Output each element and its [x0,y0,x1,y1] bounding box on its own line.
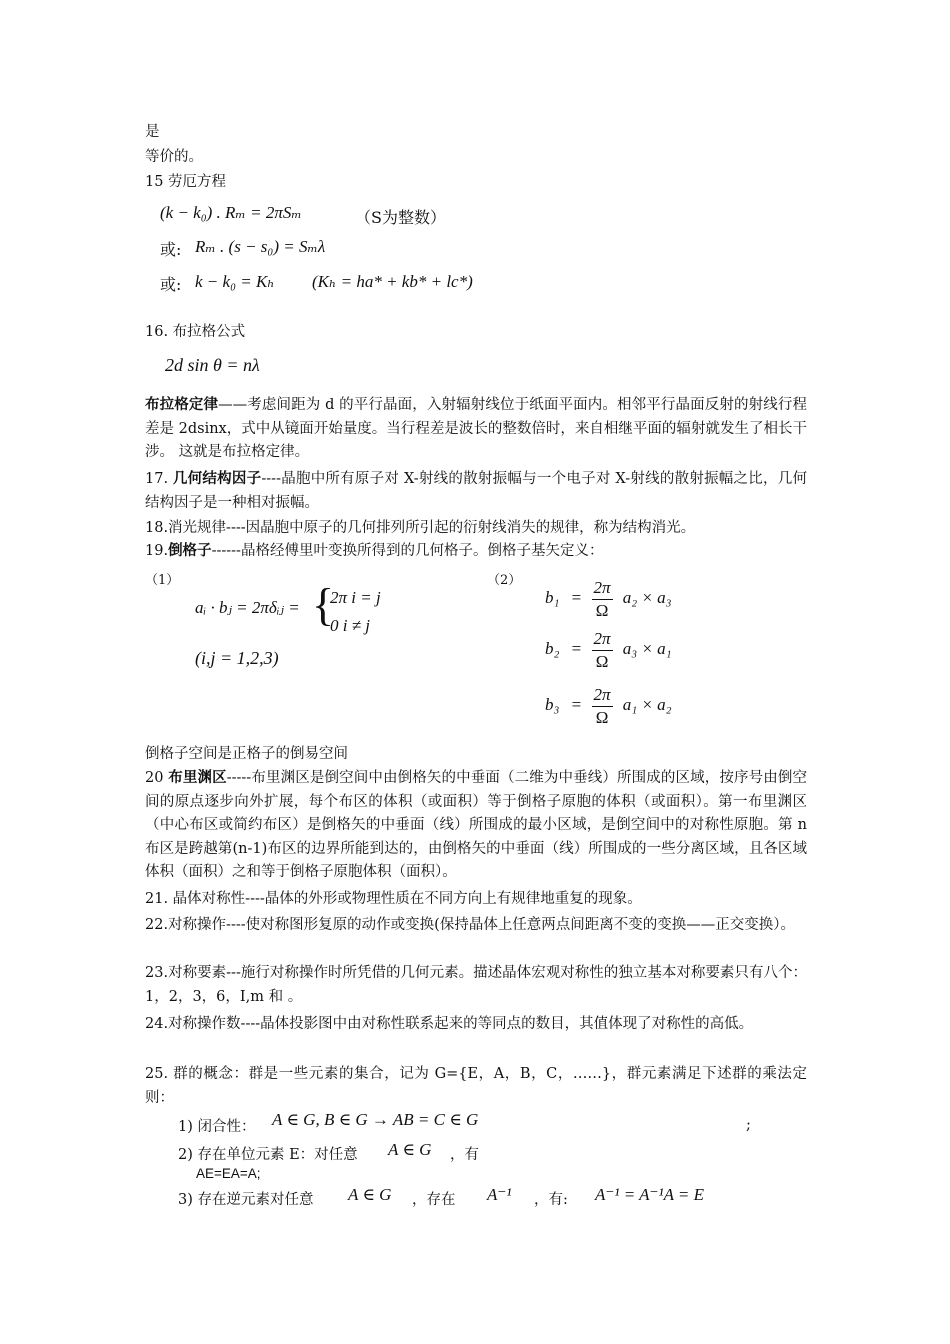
fraction-b1 [592,578,613,621]
text-structure-factor-body: ----晶胞中所有原子对 X-射线的散射振幅与一个电子对 X-射线的散射振幅之比，几何结构因子是一种相对振幅。 [145,471,808,511]
equals-b1: = [571,588,582,607]
number-19: 19. [145,543,169,559]
group-rule-identity-line2: AE=EA=A; [196,1166,261,1181]
paragraph-crystal-symmetry: 21. 晶体对称性----晶体的外形或物理性质在不同方向上有规律地重复的现象。 [145,891,642,907]
basis-b3: b₃ [545,695,560,714]
paragraph-symmetry-operation-count: 24.对称操作数----晶体投影图中由对称性联系起来的等同点的数目，其值体现了对称性的高低。 [145,1016,754,1032]
fraction-b1-denominator: Ω [595,600,609,620]
paragraph-brillouin-zone [145,766,807,885]
laue-equation-2-prefix: 或: [160,240,182,259]
rhs-b3: a₁ × a₂ [622,695,672,714]
laue-equation-1-note: （S为整数） [355,208,446,227]
text-bragg-law-body: ——考虑间距为 d 的平行晶面，入射辐射线位于纸面平面内。相邻平行晶面反射的射线行程差是 2dsinx，式中从镜面开始量度。当行程差是波长的整数倍时，来自相继平面的辐射就发生了相长干涉。 这就是布拉格定律。 [145,397,807,461]
basis-b1: b₁ [545,588,560,607]
bragg-formula: 2d sin θ = nλ [165,355,260,375]
reciprocal-definition-1: aᵢ · bⱼ = 2πδᵢⱼ = [195,598,300,617]
laue-equation-1-expr: (k − k₀) . Rₘ = 2πSₘ [160,203,302,222]
equals-b3: = [571,695,582,714]
case-i-equals-j: 2π i = j [330,588,381,607]
term-bragg-law: 布拉格定律 [145,396,219,413]
text-brillouin-zone-body: -----布里渊区是倒空间中由倒格矢的中垂面（二维为中垂线）所围成的区域，按序号由倒空间的原点逐步向外扩展，每个布区的体积（或面积）等于倒格子原胞的体积（或面积）。第一布里渊区（中心布区或简约布区）是倒格矢的中垂面（线）所围成的最小区域，是倒空间中的对称性原胞。第 n 布区是跨越第(n-1)布区的边界所能到达的，由倒格矢的中垂面（线）所围成的一些分离区域，且各区域体积（面积）之和等于倒格子原胞体积（面积）。 [145,770,808,881]
paragraph-reciprocal-lattice [145,539,807,564]
heading-laue-equation: 15 劳厄方程 [145,174,227,190]
group-rule-inverse-label: 3) 存在逆元素对任意 [178,1192,314,1208]
paragraph-group-concept: 25. 群的概念：群是一些元素的集合，记为 G={E，A，B，C，……}，群元素满足下述群的乘法定则： [145,1066,807,1106]
fraction-b2 [592,629,613,672]
group-rule-closure-label: 1) 闭合性： [178,1119,256,1135]
group-rule-identity-tail: ，有 [450,1147,479,1163]
term-reciprocal-lattice: 倒格子 [168,542,212,559]
basis-b2-equation [545,627,672,672]
group-rule-inverse-math1: A ∈ G [348,1185,392,1204]
paragraph-bragg-law [145,393,807,465]
number-20: 20 [145,770,169,786]
rhs-b2: a₃ × a₁ [622,639,672,658]
paragraph-extinction-rule: 18.消光规律----因晶胞中原子的几何排列所引起的衍射线消失的规律，称为结构消光。 [145,520,696,536]
basis-b2: b₂ [545,639,560,658]
text-reciprocal-lattice-body: ------晶格经傅里叶变换所得到的几何格子。倒格子基矢定义： [211,543,604,559]
group-rule-identity-math: A ∈ G [388,1140,432,1159]
laue-equation-1 [160,203,302,223]
term-structure-factor: 几何结构因子 [172,470,262,487]
group-rule-inverse-math2: A⁻¹ [487,1185,512,1204]
fraction-b2-denominator: Ω [595,651,609,671]
laue-equation-2-expr: Rₘ . (s − s₀) = Sₘλ [195,237,326,256]
fraction-b3-denominator: Ω [595,707,609,727]
fraction-b3-numerator: 2π [592,685,613,707]
case-i-not-j: 0 i ≠ j [330,616,371,635]
basis-b1-equation [545,576,672,621]
text-reciprocal-space: 倒格子空间是正格子的倒易空间 [145,746,348,762]
definition-label-1: （1） [145,573,180,588]
group-rule-closure-end: ; [746,1117,751,1133]
fraction-b2-numerator: 2π [592,629,613,651]
group-rule-closure-math: A ∈ G, B ∈ G → AB = C ∈ G [272,1110,479,1129]
laue-equation-3-note: (Kₕ = ha* + kb* + lc*) [312,272,473,291]
rhs-b1: a₂ × a₃ [622,588,672,607]
definition-label-2: （2） [487,573,522,588]
cases-brace: { [312,579,335,630]
text-line-shi: 是 [145,124,160,140]
paragraph-structure-factor [145,467,807,515]
heading-bragg-formula: 16. 布拉格公式 [145,324,246,340]
equals-b2: = [571,639,582,658]
term-brillouin-zone: 布里渊区 [168,769,227,786]
basis-b3-equation [545,683,672,728]
group-rule-inverse-math3: A⁻¹ = A⁻¹A = E [595,1185,705,1204]
laue-equation-3-expr: k − k₀ = Kₕ [195,272,275,291]
text-line-equivalent: 等价的。 [145,149,203,165]
laue-equation-3-prefix: 或: [160,275,182,294]
paragraph-symmetry-operation: 22.对称操作----使对称图形复原的动作或变换(保持晶体上任意两点间距离不变的变换——正交变换）。 [145,917,796,933]
fraction-b1-numerator: 2π [592,578,613,600]
index-range: (i,j = 1,2,3) [195,648,279,668]
group-rule-identity-label: 2) 存在单位元素 E：对任意 [178,1147,358,1163]
paragraph-symmetry-element: 23.对称要素---施行对称操作时所凭借的几何元素。描述晶体宏观对称性的独立基本对称要素只有八个：1，2，3，6，I,m 和 。 [145,965,807,1005]
group-rule-inverse-mid: ，存在 [412,1192,456,1208]
fraction-b3 [592,685,613,728]
number-17: 17. [145,471,173,487]
group-rule-inverse-mid2: ，有: [534,1192,568,1208]
